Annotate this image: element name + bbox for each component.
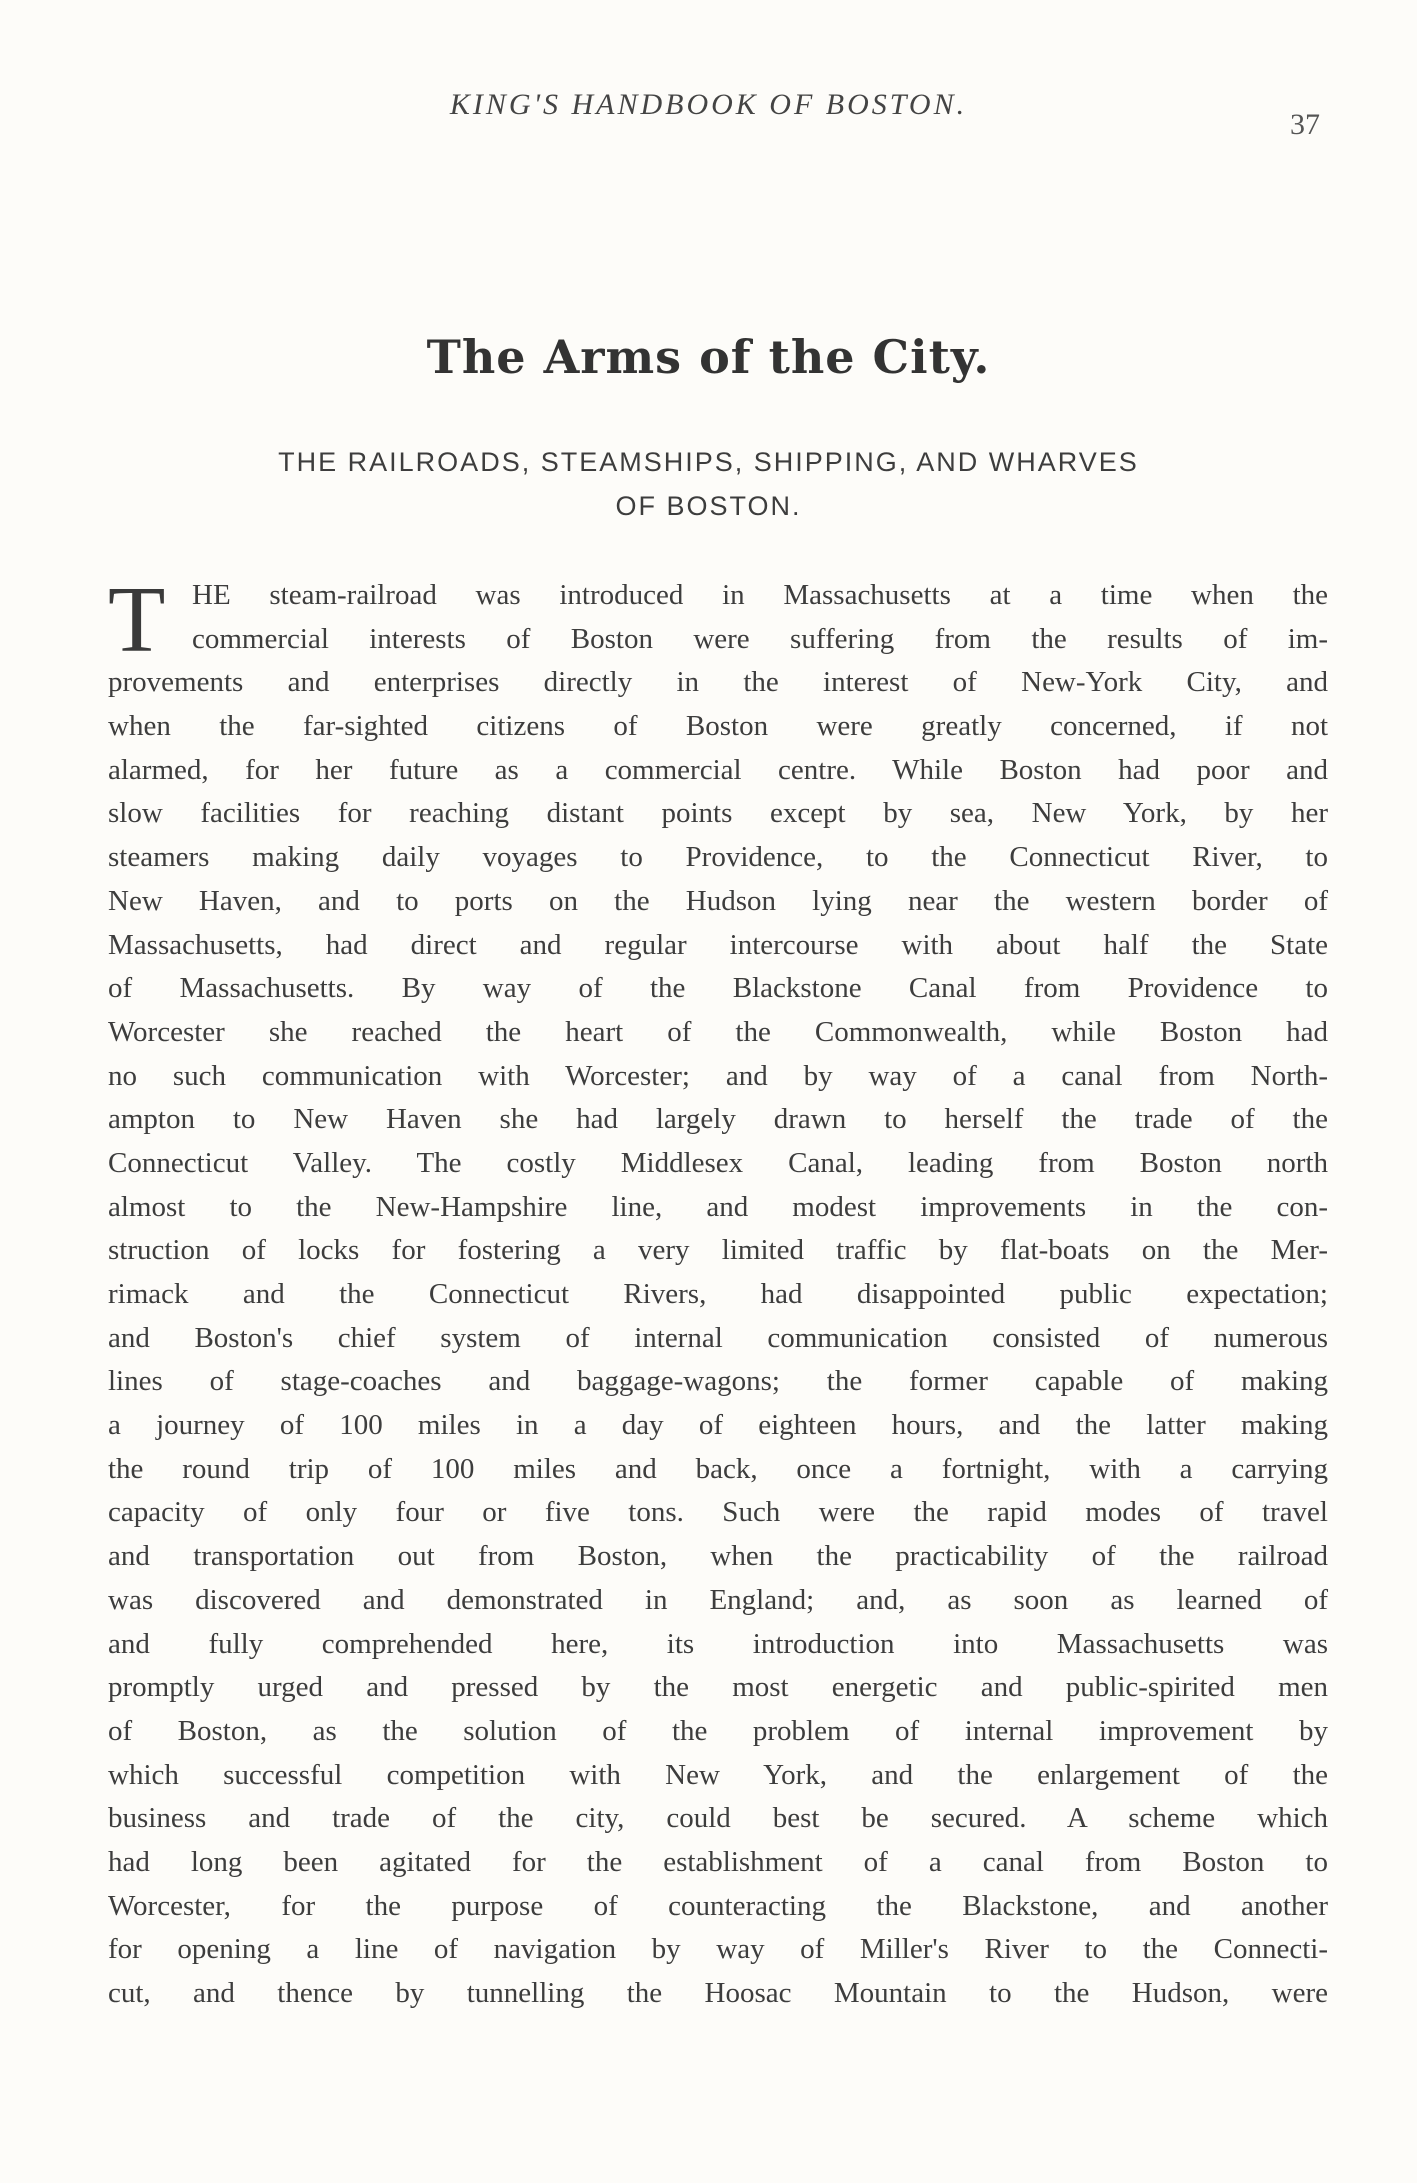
chapter-title: The Arms of the City. bbox=[426, 330, 991, 384]
text-line: was discovered and demonstrated in England; and, as soon as learned of bbox=[108, 1583, 1328, 1616]
text-line: cut, and thence by tunnelling the Hoosac Mountain to the Hudson, were bbox=[108, 1977, 1328, 2009]
text-line: had long been agitated for the establishment of a canal from Boston to bbox=[108, 1845, 1328, 1878]
text-line: Worcester she reached the heart of the Commonwealth, while Boston had bbox=[108, 1015, 1328, 1048]
text-line: business and trade of the city, could best be secured. A scheme which bbox=[108, 1802, 1328, 1835]
text-line: promptly urged and pressed by the most energetic and public-spirited men bbox=[108, 1671, 1328, 1704]
text-line: almost to the New-Hampshire line, and modest improvements in the con- bbox=[108, 1190, 1328, 1223]
text-line: which successful competition with New York, and the enlargement of the bbox=[108, 1758, 1328, 1791]
text-line: of Massachusetts. By way of the Blackstone Canal from Providence to bbox=[108, 972, 1328, 1005]
text-line: the round trip of 100 miles and back, once a fortnight, with a carrying bbox=[108, 1452, 1328, 1485]
text-line: provements and enterprises directly in the interest of New-York City, and bbox=[108, 666, 1328, 699]
text-line: Connecticut Valley. The costly Middlesex Canal, leading from Boston north bbox=[108, 1146, 1328, 1179]
drop-cap: T bbox=[108, 568, 166, 672]
text-line: slow facilities for reaching distant points except by sea, New York, by her bbox=[108, 797, 1328, 830]
subtitle-line: THE RAILROADS, STEAMSHIPS, SHIPPING, AND WHARVES bbox=[278, 447, 1139, 477]
text-line: commercial interests of Boston were suffering from the results of im- bbox=[192, 622, 1328, 655]
text-line: and fully comprehended here, its introduction into Massachusetts was bbox=[108, 1627, 1328, 1660]
text-line: when the far-sighted citizens of Boston were greatly concerned, if not bbox=[108, 710, 1328, 743]
text-line: HE steam-railroad was introduced in Massachusetts at a time when the bbox=[192, 579, 1328, 611]
text-line: Worcester, for the purpose of counteracting the Blackstone, and another bbox=[108, 1889, 1328, 1922]
text-line: struction of locks for fostering a very limited traffic by flat-boats on the Mer- bbox=[108, 1234, 1328, 1267]
text-line: Massachusetts, had direct and regular intercourse with about half the State bbox=[108, 928, 1328, 961]
text-line: steamers making daily voyages to Providence, to the Connecticut River, to bbox=[108, 841, 1328, 874]
text-line: for opening a line of navigation by way of Miller's River to the Connecti- bbox=[108, 1933, 1328, 1966]
text-line: capacity of only four or five tons. Such were the rapid modes of travel bbox=[108, 1496, 1328, 1529]
text-line: lines of stage-coaches and baggage-wagons; the former capable of making bbox=[108, 1365, 1328, 1398]
text-line: and transportation out from Boston, when the practicability of the railroad bbox=[108, 1540, 1328, 1573]
running-title: KING'S HANDBOOK OF BOSTON. bbox=[449, 88, 968, 121]
text-line: no such communication with Worcester; and by way of a canal from North- bbox=[108, 1059, 1328, 1092]
text-line: alarmed, for her future as a commercial centre. While Boston had poor and bbox=[108, 753, 1328, 786]
text-line: of Boston, as the solution of the problem of internal improvement by bbox=[108, 1714, 1328, 1747]
text-line: and Boston's chief system of internal communication consisted of numerous bbox=[108, 1321, 1328, 1354]
text-line: rimack and the Connecticut Rivers, had disappointed public expectation; bbox=[108, 1278, 1328, 1310]
text-line: a journey of 100 miles in a day of eighteen hours, and the latter making bbox=[108, 1409, 1328, 1442]
text-line: ampton to New Haven she had largely drawn to herself the trade of the bbox=[108, 1103, 1328, 1136]
subtitle-line: OF BOSTON. bbox=[615, 491, 802, 521]
body-paragraph bbox=[108, 568, 1328, 2016]
text-line: New Haven, and to ports on the Hudson lying near the western border of bbox=[108, 884, 1328, 917]
page-number: 37 bbox=[1290, 108, 1320, 141]
chapter-subtitle bbox=[0, 440, 1417, 528]
